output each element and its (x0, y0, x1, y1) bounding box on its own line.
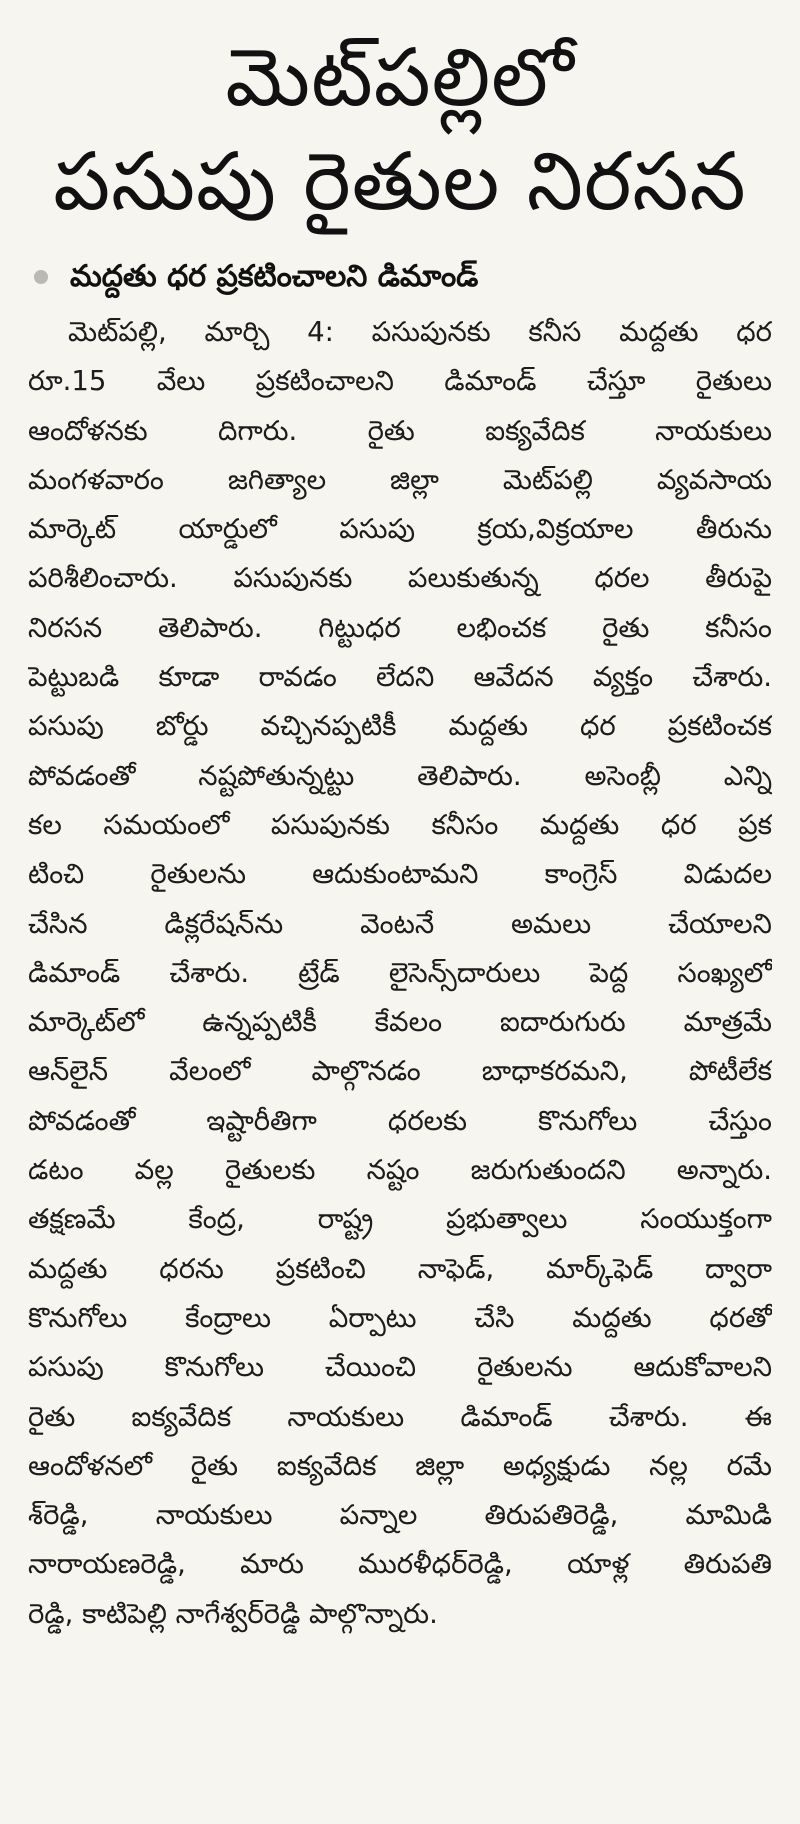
body-line: కల సమయంలో పసుపునకు కనీసం మద్దతు ధర ప్రక (28, 808, 772, 841)
body-line: టించి రైతులను ఆదుకుంటామని కాంగ్రెస్ విడుదల (28, 858, 772, 891)
headline (28, 26, 772, 234)
body-line: మద్దతు ధరను ప్రకటించి నాఫెడ్, మార్క్‌ఫెడ్ ద్వారా (28, 1252, 772, 1285)
body-line: మంగళవారం జగిత్యాల జిల్లా మెట్‌పల్లి వ్యవసాయ (28, 463, 772, 496)
body-line: పెట్టుబడి కూడా రావడం లేదని ఆవేదన వ్యక్తం చేశారు. (28, 661, 772, 694)
body-line: రెడ్డి, కాటిపెల్లి నాగేశ్వర్‌రెడ్డి పాల్గొన్నారు. (28, 1597, 438, 1630)
body-line: చేసిన డిక్లరేషన్‌ను వెంటనే అమలు చేయాలని (28, 907, 772, 940)
body-line: రూ.15 వేలు ప్రకటించాలని డిమాండ్ చేస్తూ రైతులు (28, 365, 772, 398)
body-line: మార్కెట్ యార్డులో పసుపు క్రయ,విక్రయాల తీరును (28, 513, 772, 546)
body-line: రైతు ఐక్యవేదిక నాయకులు డిమాండ్ చేశారు. ఈ (28, 1400, 772, 1433)
body-line: తక్షణమే కేంద్ర, రాష్ట్ర ప్రభుత్వాలు సంయుక్తంగా (28, 1203, 772, 1236)
body-line: డిమాండ్ చేశారు. ట్రేడ్ లైసెన్స్‌దారులు పెద్ద సంఖ్యలో (28, 956, 772, 989)
body-line: పసుపు కొనుగోలు చేయించి రైతులను ఆదుకోవాలని (28, 1351, 772, 1384)
article-body (28, 308, 772, 1639)
body-line: పరిశీలించారు. పసుపునకు పలుకుతున్న ధరల తీరుపై (28, 562, 772, 595)
body-line: శ్‌రెడ్డి, నాయకులు పన్నాల తిరుపతిరెడ్డి, మామిడి (28, 1499, 772, 1532)
body-line: మార్కెట్‌లో ఉన్నప్పటికీ కేవలం ఐదారుగురు మాత్రమే (28, 1006, 772, 1039)
body-line: నిరసన తెలిపారు. గిట్టుధర లభించక రైతు కనీసం (28, 611, 772, 644)
body-line: ఆందోళనలో రైతు ఐక్యవేదిక జిల్లా అధ్యక్షుడు నల్ల రమే (28, 1449, 772, 1482)
bullet-dot-icon (34, 270, 48, 284)
subheadline-row (34, 256, 772, 298)
body-line: ఆన్‌లైన్ వేలంలో పాల్గొనడం బాధాకరమని, పోటీలేక (28, 1055, 772, 1088)
body-line: నారాయణరెడ్డి, మారు మురళీధర్‌రెడ్డి, యాళ్ల తిరుపతి (28, 1548, 772, 1581)
body-line: కొనుగోలు కేంద్రాలు ఏర్పాటు చేసి మద్దతు ధరతో (28, 1301, 772, 1334)
body-line: ఆందోళనకు దిగారు. రైతు ఐక్యవేదిక నాయకులు (28, 414, 772, 447)
body-line: పోవడంతో నష్టపోతున్నట్టు తెలిపారు. అసెంబ్లీ ఎన్ని (28, 759, 772, 792)
body-line: పోవడంతో ఇష్టారీతిగా ధరలకు కొనుగోలు చేస్తుం (28, 1104, 772, 1137)
headline-line-1: మెట్‌పల్లిలో (225, 31, 575, 124)
headline-line-2: పసుపు రైతుల నిరసన (53, 135, 747, 228)
subheadline: మద్దతు ధర ప్రకటించాలని డిమాండ్ (70, 259, 479, 294)
body-line: మెట్‌పల్లి, మార్చి 4: పసుపునకు కనీస మద్దతు ధర (68, 316, 772, 348)
body-line: డటం వల్ల రైతులకు నష్టం జరుగుతుందని అన్నారు. (28, 1154, 772, 1187)
body-line: పసుపు బోర్డు వచ్చినప్పటికీ మద్దతు ధర ప్రకటించక (28, 710, 772, 743)
